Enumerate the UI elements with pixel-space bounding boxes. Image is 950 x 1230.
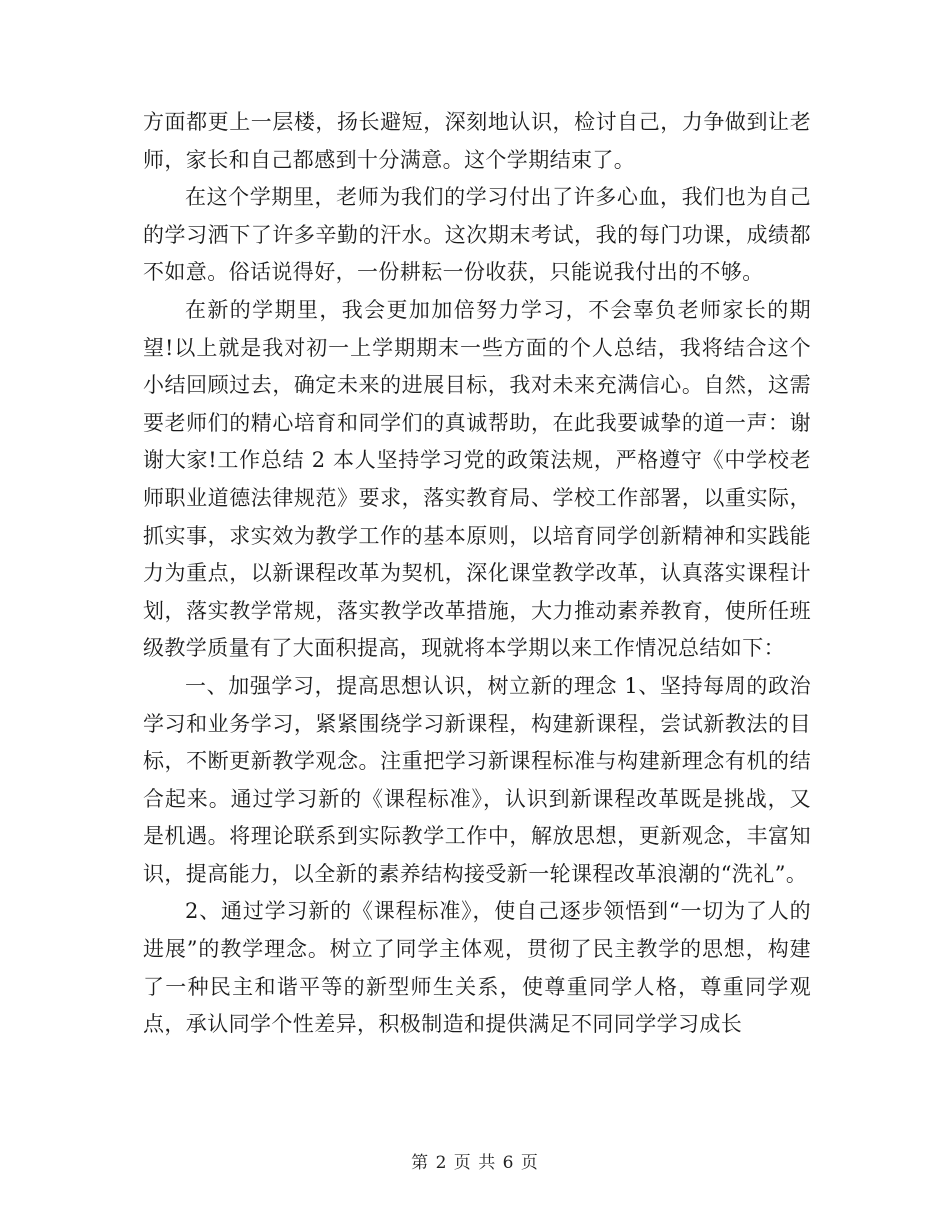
paragraph-curriculum-standard: 2、通过学习新的《课程标准》，使自己逐步领悟到“一切为了人的进展”的教学理念。树立了同学主体观，贯彻了民主教学的思想，构建了一种民主和谐平等的新型师生关系，使尊重同学人格，尊重同学观点，承认同学个性差异，积极制造和提供满足不同同学学习成长 xyxy=(143,899,811,1037)
document-body xyxy=(143,104,811,1044)
paragraph-semester-effort: 在这个学期里，老师为我们的学习付出了许多心血，我们也为自己的学习洒下了许多辛勤的汗水。这次期末考试，我的每门功课，成绩都不如意。俗话说得好，一份耕耘一份收获，只能说我付出的不够。 xyxy=(143,185,811,285)
paragraph-continuation: 方面都更上一层楼，扬长避短，深刻地认识，检讨自己，力争做到让老师，家长和自己都感到十分满意。这个学期结束了。 xyxy=(143,110,811,172)
paragraph-strengthen-learning: 一、加强学习，提高思想认识，树立新的理念 1、坚持每周的政治学习和业务学习，紧紧围绕学习新课程，构建新课程，尝试新教法的目标，不断更新教学观念。注重把学习新课程标准与构建新理念有机的结合起来。通过学习新的《课程标准》，认识到新课程改革既是挑战，又是机遇。将理论联系到实际教学工作中，解放思想，更新观念，丰富知识，提高能力，以全新的素养结构接受新一轮课程改革浪潮的“洗礼”。 xyxy=(143,673,811,886)
page-number-footer: 第 2 页 共 6 页 xyxy=(411,1153,539,1173)
paragraph-new-semester-summary: 在新的学期里，我会更加加倍努力学习，不会辜负老师家长的期望!以上就是我对初一上学期期末一些方面的个人总结，我将结合这个小结回顾过去，确定未来的进展目标，我对未来充满信心。自然，这需要老师们的精心培育和同学们的真诚帮助，在此我要诚挚的道一声：谢谢大家!工作总结 2 本人坚持学习党的政策法规，严格遵守《中学校老师职业道德法律规范》要求，落实教育局、学校工作部署，以重实际，抓实事，求实效为教学工作的基本原则，以培育同学创新精神和实践能力为重点，以新课程改革为契机，深化课堂教学改革，认真落实课程计划，落实教学常规，落实教学改革措施，大力推动素养教育，使所任班级教学质量有了大面积提高，现就将本学期以来工作情况总结如下： xyxy=(143,297,811,661)
